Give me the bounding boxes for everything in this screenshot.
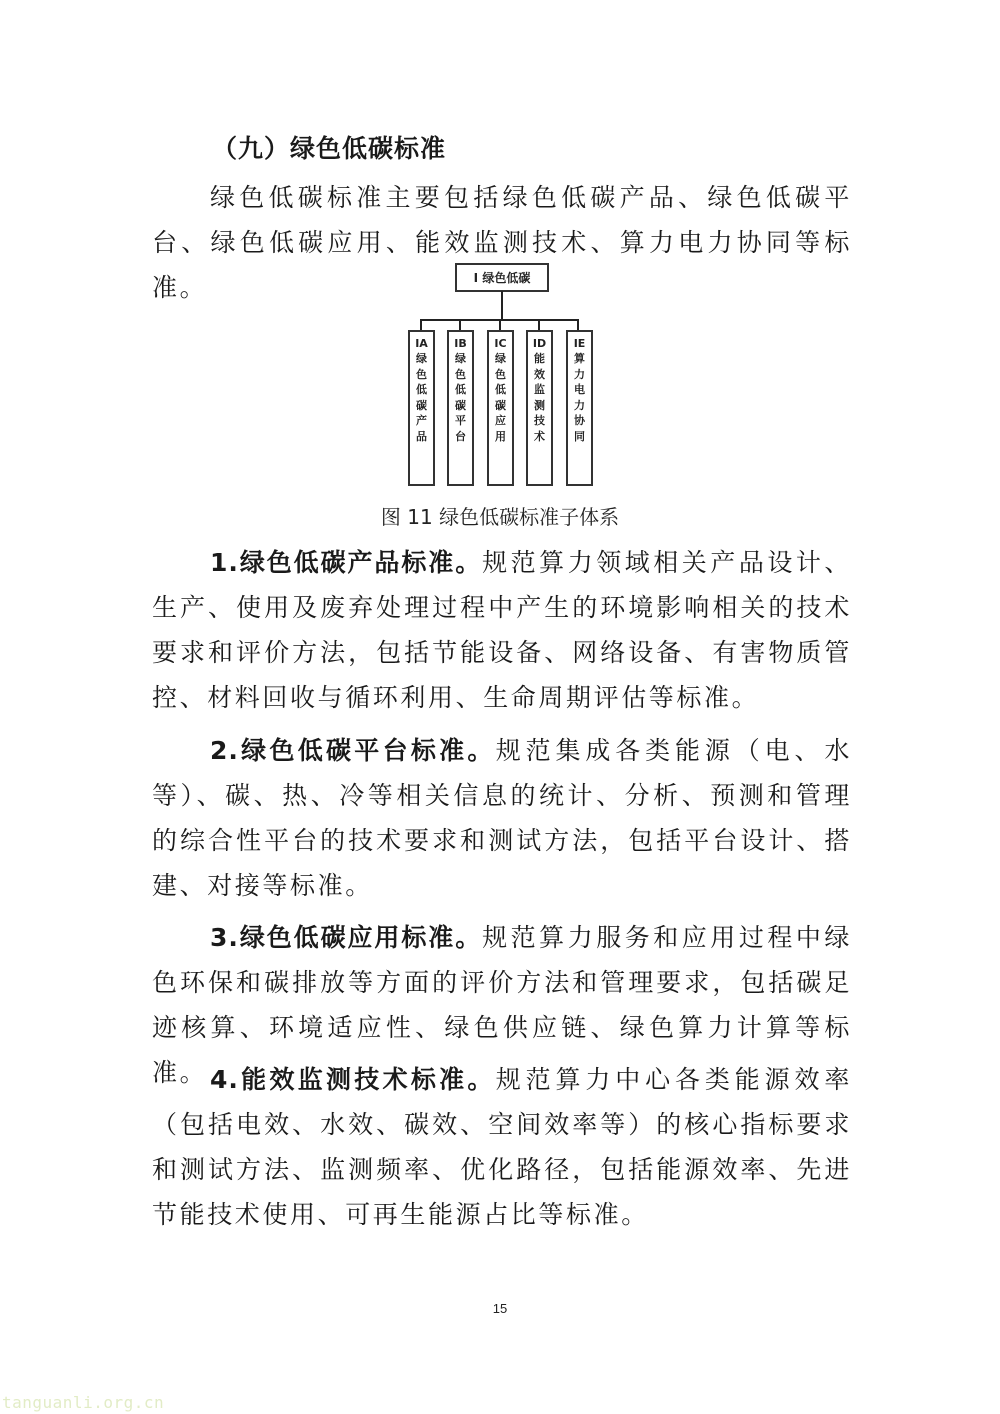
item-paragraph (152, 540, 852, 720)
figure-caption: 图 11 绿色低碳标准子体系 (380, 505, 620, 529)
item-paragraph (152, 1057, 852, 1237)
item-text: 规范算力服务和应用过程中绿色环保和碳排放等方面的评价方法和管理要求，包括碳足迹核算、环境适应性、绿色供应链、绿色算力计算等标准。 (152, 923, 852, 1087)
child-code: ID (532, 337, 547, 350)
section-heading: （九）绿色低碳标准 (212, 134, 447, 163)
diagram-child-box (566, 330, 593, 486)
child-label: 绿色低碳产品 (416, 352, 427, 443)
child-code: IA (415, 337, 428, 350)
diagram-child-box (526, 330, 553, 486)
item-lead: 1.绿色低碳产品标准。 (210, 548, 483, 577)
watermark: tanguanli.org.cn (2, 1393, 165, 1412)
standards-tree-diagram (395, 258, 610, 490)
item-lead: 2.绿色低碳平台标准。 (210, 736, 496, 765)
item-text: 规范算力中心各类能源效率（包括电效、水效、碳效、空间效率等）的核心指标要求和测试方法、监测频率、优化路径，包括能源效率、先进节能技术使用、可再生能源占比等标准。 (152, 1065, 852, 1229)
child-label: 绿色低碳平台 (455, 352, 466, 443)
item-lead: 3.绿色低碳应用标准。 (210, 923, 483, 952)
diagram-child-box (447, 330, 474, 486)
child-label: 算力电力协同 (574, 352, 585, 443)
item-text: 规范算力领域相关产品设计、生产、使用及废弃处理过程中产生的环境影响相关的技术要求和评价方法，包括节能设备、网络设备、有害物质管控、材料回收与循环利用、生命周期评估等标准。 (152, 548, 852, 712)
item-lead: 4.能效监测技术标准。 (210, 1065, 496, 1094)
diagram-child-box (487, 330, 514, 486)
child-code: IB (454, 337, 467, 350)
root-connector (501, 291, 503, 320)
diagram-child-box (408, 330, 435, 486)
child-label: 绿色低碳应用 (495, 352, 506, 443)
diagram-root-box: I 绿色低碳 (455, 263, 549, 292)
item-paragraph (152, 728, 852, 908)
page-number: 15 (492, 1301, 508, 1316)
child-code: IE (573, 337, 586, 350)
intro-text: 绿色低碳标准主要包括绿色低碳产品、绿色低碳平台、绿色低碳应用、能效监测技术、算力电力协同等标准。 (152, 183, 852, 302)
child-label: 能效监测技术 (534, 352, 545, 443)
child-code: IC (494, 337, 507, 350)
item-text: 规范集成各类能源（电、水等）、碳、热、冷等相关信息的统计、分析、预测和管理的综合性平台的技术要求和测试方法，包括平台设计、搭建、对接等标准。 (152, 736, 852, 900)
